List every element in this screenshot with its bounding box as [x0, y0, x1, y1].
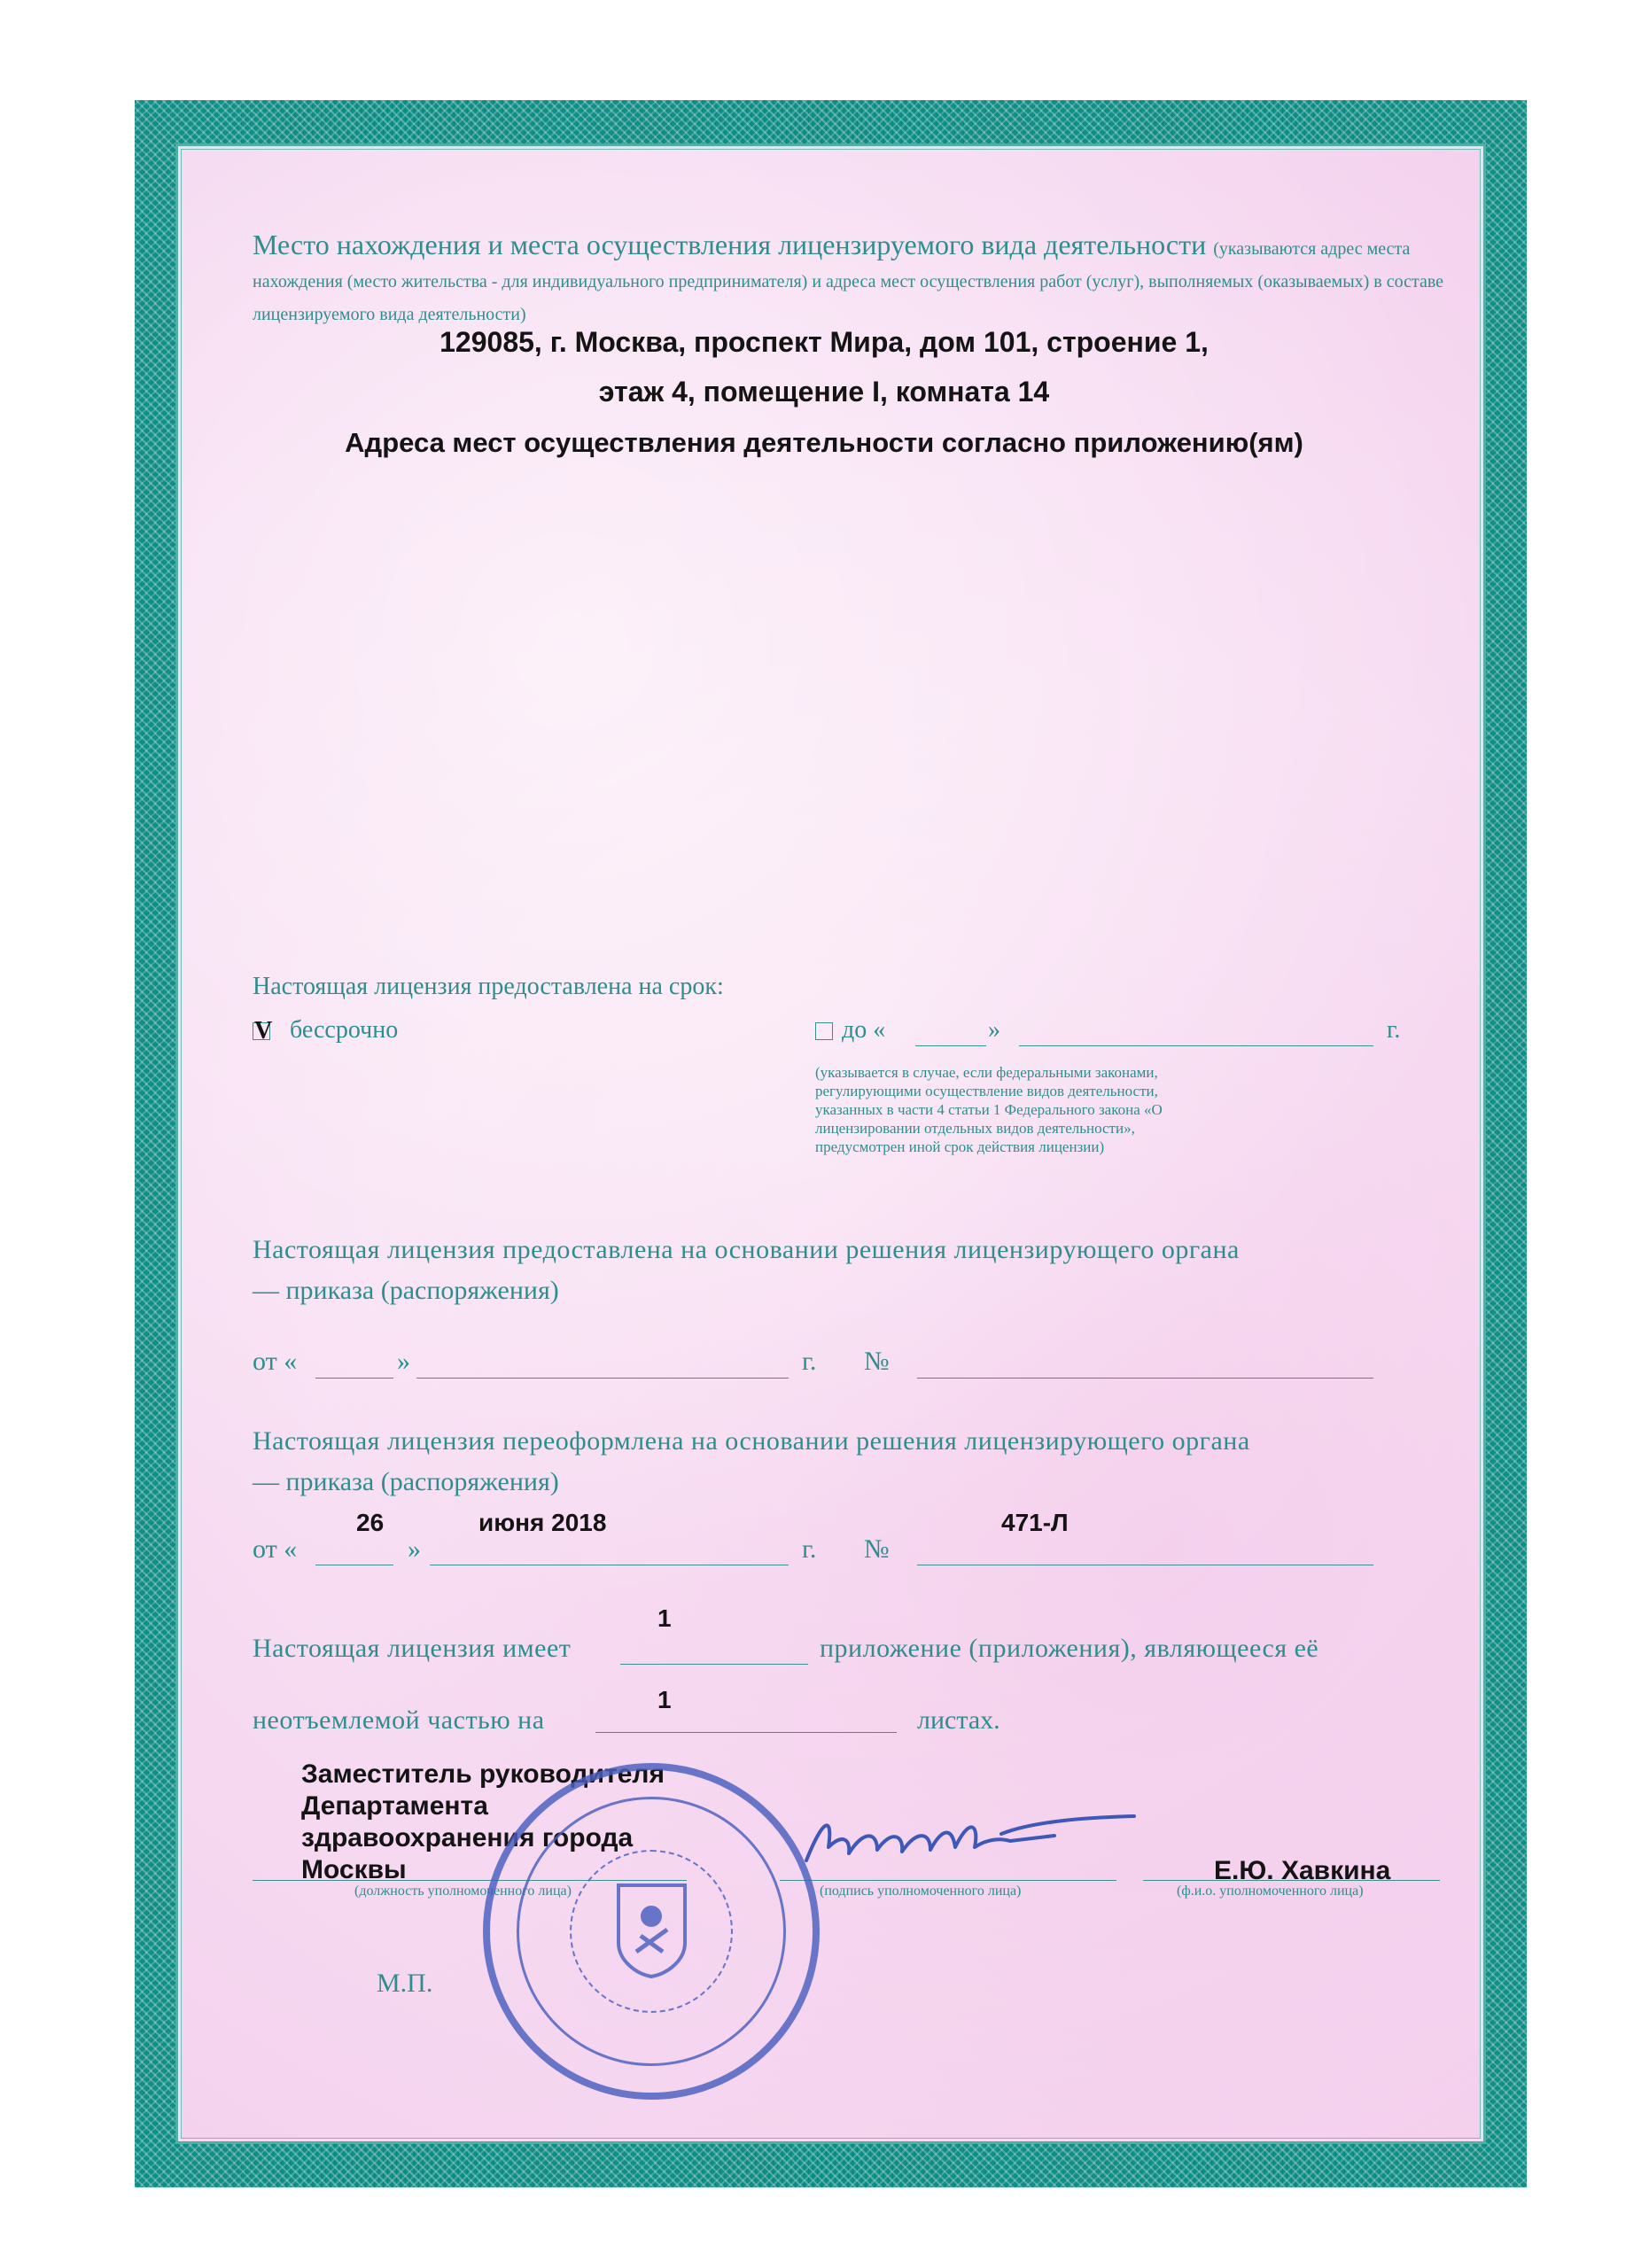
- reissued-text-1: Настоящая лицензия переоформлена на основании решения лицензирующего органа: [253, 1426, 1250, 1456]
- granted-number-line: [917, 1378, 1373, 1379]
- granted-text-1: Настоящая лицензия предоставлена на основании решения лицензирующего органа: [253, 1235, 1240, 1264]
- signer-position-line-1: Заместитель руководителя: [301, 1759, 665, 1789]
- signer-name: Е.Ю. Хавкина: [1214, 1856, 1391, 1885]
- official-stamp: [483, 1763, 820, 2100]
- signer-position-line-2: Департамента: [301, 1791, 488, 1821]
- appendix-text-c: неотъемлемой частью на: [253, 1705, 545, 1735]
- until-day-line: [915, 1045, 986, 1046]
- address-line-2: этаж 4, помещение I, комната 14: [598, 376, 1050, 408]
- reissued-month-year: июня 2018: [478, 1509, 607, 1536]
- address-line-1: 129085, г. Москва, проспект Мира, дом 101, строение 1,: [439, 326, 1209, 358]
- until-year: г.: [1387, 1016, 1401, 1044]
- location-heading: [253, 229, 1444, 327]
- reissued-text-2: — приказа (распоряжения): [253, 1467, 559, 1496]
- appendix-text-b: приложение (приложения), являющееся её: [820, 1634, 1319, 1663]
- until-prefix: до «: [842, 1016, 886, 1044]
- appendix-sheets: 1: [657, 1686, 672, 1713]
- granted-date-line: [416, 1378, 789, 1379]
- signature-line: [780, 1880, 1116, 1881]
- address-line-3: Адреса мест осуществления деятельности согласно приложению(ям): [345, 427, 1303, 458]
- reissued-from: от «: [253, 1534, 298, 1564]
- granted-day-line: [315, 1378, 393, 1379]
- term-note: (указывается в случае, если федеральными законами, регулирующими осуществление видов деятельности, указанных в части 4 статьи 1 Федерального закона «О лицензировании отдельных видов деятельности», предусмотрен иной срок действия лицензии): [815, 1064, 1163, 1155]
- appendix-text-a: Настоящая лицензия имеет: [253, 1634, 572, 1663]
- unlimited-label: бессрочно: [290, 1016, 399, 1044]
- moscow-coat-of-arms-icon: [614, 1881, 689, 1978]
- granted-from: от «: [253, 1347, 298, 1376]
- signer-position-line-4: Москвы: [301, 1855, 407, 1884]
- reissued-year: г.: [802, 1534, 817, 1564]
- name-line: [1143, 1880, 1440, 1881]
- granted-num-sign: №: [864, 1347, 890, 1376]
- granted-text-2: — приказа (распоряжения): [253, 1276, 559, 1305]
- appendix-count-line: [620, 1664, 808, 1665]
- until-date-line: [1019, 1045, 1373, 1046]
- granted-quote-close: »: [397, 1347, 410, 1376]
- appendix-count: 1: [657, 1604, 672, 1632]
- granted-year: г.: [802, 1347, 817, 1376]
- location-note: (указываются адрес места нахождения (место жительства - для индивидуального предпринимателя) и адреса мест осуществления работ (услуг), выполняемых (оказываемых) в составе лицензируемого вида деятельности): [253, 239, 1444, 324]
- appendix-sheets-line: [595, 1732, 897, 1733]
- location-title: Место нахождения и места осуществления лицензируемого вида деятельности: [253, 229, 1207, 260]
- handwritten-signature: [797, 1798, 1152, 1878]
- reissued-num-sign: №: [864, 1534, 890, 1564]
- reissued-day: 26: [356, 1509, 385, 1536]
- caption-name: (ф.и.о. уполномоченного лица): [1177, 1884, 1364, 1899]
- signer-position-line-3: здравоохранения города: [301, 1823, 634, 1852]
- reissued-quote-close: »: [408, 1534, 421, 1564]
- appendix-text-d: листах.: [917, 1705, 1000, 1735]
- reissued-order-number: 471-Л: [1001, 1509, 1069, 1536]
- caption-signature: (подпись уполномоченного лица): [820, 1884, 1022, 1899]
- until-checkbox[interactable]: [815, 1022, 833, 1040]
- check-mark: V: [254, 1017, 273, 1045]
- mp-label: М.П.: [377, 1969, 433, 1998]
- until-quote-close: »: [988, 1016, 1000, 1044]
- term-label: Настоящая лицензия предоставлена на срок:: [253, 973, 724, 1000]
- caption-position: (должность уполномоченного лица): [354, 1884, 572, 1899]
